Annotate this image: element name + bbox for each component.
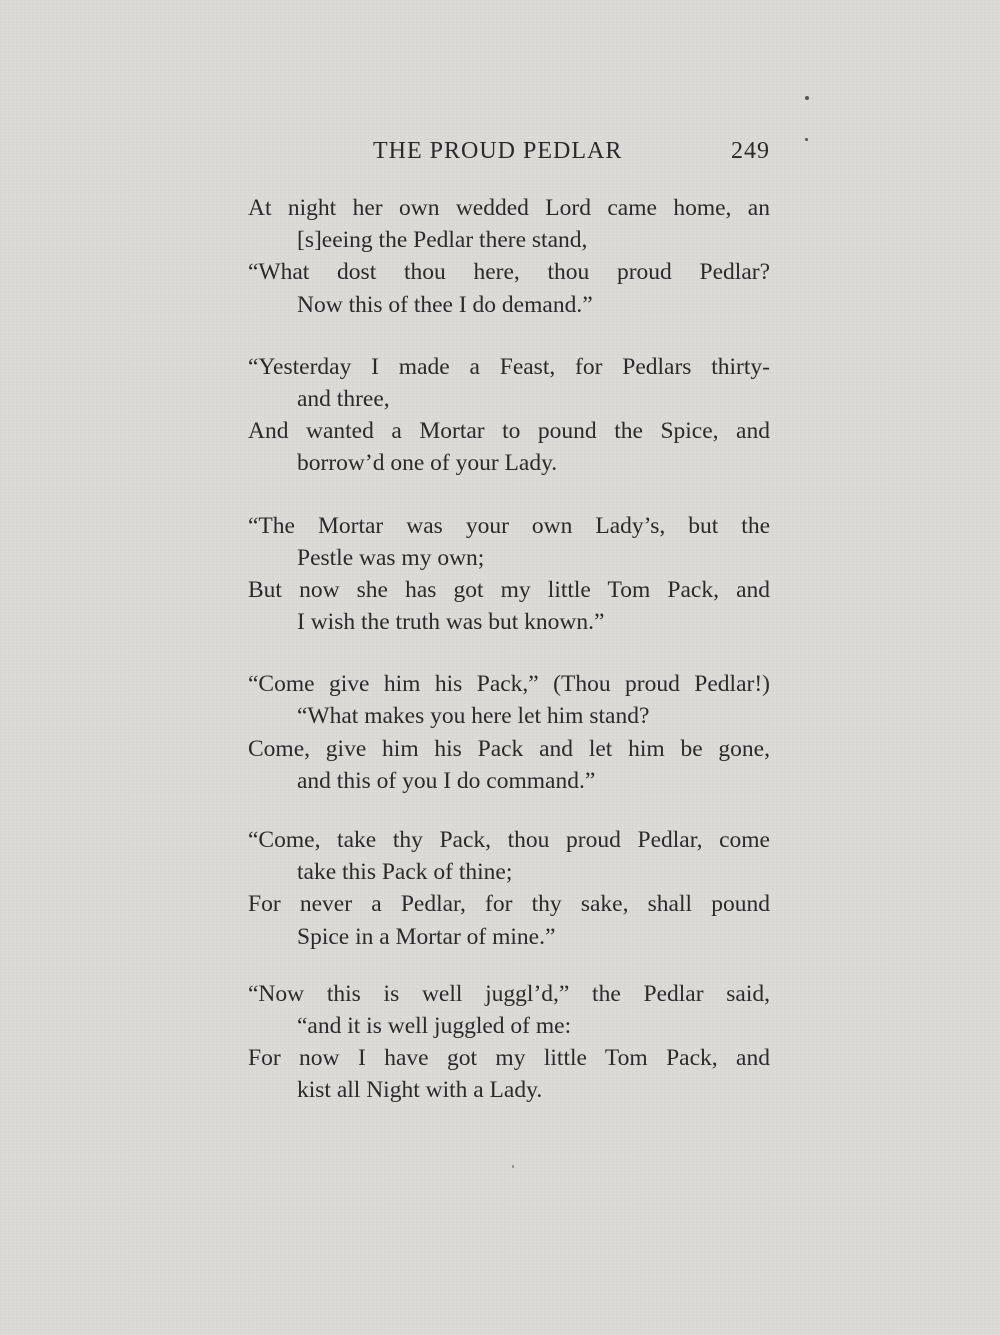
paper-speck	[512, 1165, 514, 1168]
verse-line: “Come give him his Pack,” (Thou proud Pedlar!)	[248, 671, 770, 698]
verse-line: But now she has got my little Tom Pack, and	[248, 576, 770, 603]
verse-line: “Come, take thy Pack, thou proud Pedlar, come	[248, 827, 770, 853]
verse-line: take this Pack of thine;	[297, 859, 513, 886]
verse-line: and three,	[297, 385, 390, 412]
verse-line: “The Mortar was your own Lady’s, but the	[248, 512, 770, 539]
running-head	[248, 134, 770, 168]
verse-line: “and it is well juggled of me:	[297, 1012, 572, 1039]
poem	[248, 192, 770, 1107]
verse-line: borrow’d one of your Lady.	[297, 450, 558, 477]
verse-line: and this of you I do command.”	[297, 767, 596, 794]
verse-line: “Now this is well juggl’d,” the Pedlar said,	[248, 980, 770, 1007]
stanza	[248, 510, 770, 639]
verse-line: “Yesterday I made a Feast, for Pedlars thirty-	[248, 353, 770, 380]
verse-line: “What makes you here let him stand?	[297, 703, 650, 730]
stanza	[248, 351, 770, 480]
verse-line: Come, give him his Pack and let him be gone,	[248, 735, 770, 762]
verse-line: kist all Night with a Lady.	[297, 1077, 543, 1104]
paper-speck	[805, 96, 809, 100]
verse-line: I wish the truth was but known.”	[297, 609, 605, 636]
stanza	[248, 978, 770, 1107]
verse-line: [s]eeing the Pedlar there stand,	[297, 227, 588, 254]
verse-line: At night her own wedded Lord came home, an	[248, 195, 770, 221]
stanza	[248, 824, 770, 953]
page-number: 249	[731, 138, 770, 164]
verse-line: And wanted a Mortar to pound the Spice, and	[248, 418, 770, 445]
verse-line: For now I have got my little Tom Pack, and	[248, 1045, 770, 1072]
stanza	[248, 192, 770, 321]
verse-line: Now this of thee I do demand.”	[297, 291, 593, 318]
verse-line: Spice in a Mortar of mine.”	[297, 923, 556, 950]
stanza	[248, 668, 770, 797]
verse-line: For never a Pedlar, for thy sake, shall pound	[248, 891, 770, 918]
page-title: THE PROUD PEDLAR	[373, 138, 623, 164]
verse-line: “What dost thou here, thou proud Pedlar?	[248, 259, 770, 286]
verse-line: Pestle was my own;	[297, 544, 485, 571]
paper-speck	[805, 138, 808, 141]
